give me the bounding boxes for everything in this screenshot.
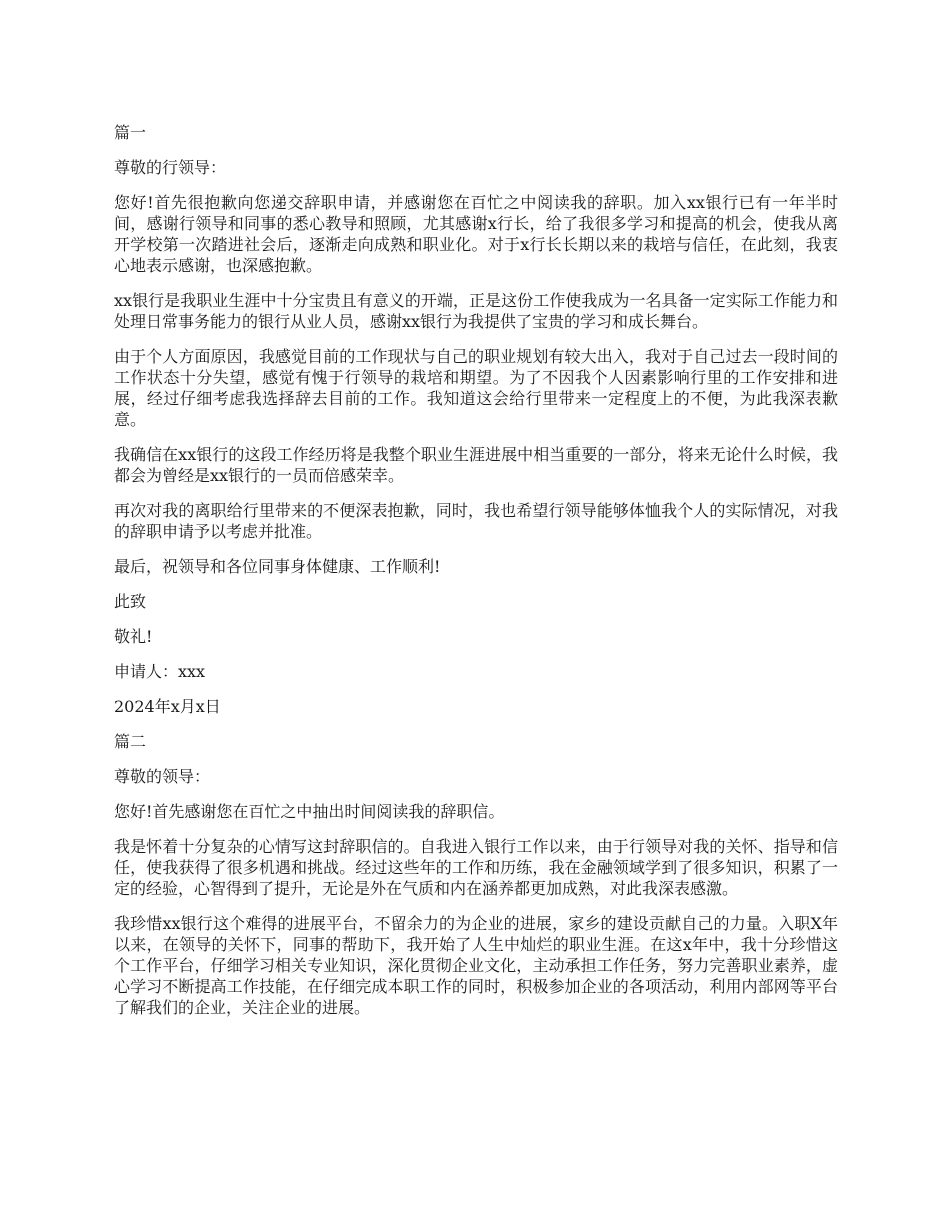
body-paragraph: 由于个人方面原因，我感觉目前的工作现状与自己的职业规划有较大出入，我对于自己过去一段时间的工作状态十分失望，感觉有愧于行领导的栽培和期望。为了不因我个人因素影响行里的工作安排和进展，经过仔细考虑我选择辞去目前的工作。我知道这会给行里带来一定程度上的不便，为此我深表歉意。 [114, 347, 838, 429]
section-heading-1: 篇一 [114, 123, 147, 142]
closing-phrase: 此致 [114, 592, 147, 611]
applicant-signature: 申请人：xxx [114, 662, 206, 681]
body-paragraph: xx银行是我职业生涯中十分宝贵且有意义的开端，正是这份工作使我成为一名具备一定实际工作能力和处理日常事务能力的银行从业人员，感谢xx银行为我提供了宝贵的学习和成长舞台。 [114, 291, 838, 331]
closing-salute: 敬礼! [114, 627, 153, 646]
greeting-paragraph: 您好!首先感谢您在百忙之中抽出时间阅读我的辞职信。 [114, 802, 505, 821]
document-page [114, 122, 838, 1032]
body-paragraph: 我确信在xx银行的这段工作经历将是我整个职业生涯进展中相当重要的一部分，将来无论什么时候，我都会为曾经是xx银行的一员而倍感荣幸。 [114, 445, 838, 485]
letter-date: 2024年x月x日 [114, 697, 221, 716]
body-paragraph: 再次对我的离职给行里带来的不便深表抱歉，同时，我也希望行领导能够体恤我个人的实际情况，对我的辞职申请予以考虑并批准。 [114, 501, 838, 541]
salutation-2: 尊敬的领导： [114, 767, 211, 786]
section-heading-2: 篇二 [114, 732, 147, 751]
closing-wish: 最后，祝领导和各位同事身体健康、工作顺利! [114, 557, 441, 576]
body-paragraph: 我珍惜xx银行这个难得的进展平台，不留余力的为企业的进展，家乡的建设贡献自己的力量。入职X年以来，在领导的关怀下，同事的帮助下，我开始了人生中灿烂的职业生涯。在这x年中，我十分珍惜这个工作平台，仔细学习相关专业知识，深化贯彻企业文化，主动承担工作任务，努力完善职业素养，虚心学习不断提高工作技能，在仔细完成本职工作的同时，积极参加企业的各项活动，利用内部网等平台了解我们的企业，关注企业的进展。 [114, 914, 838, 1017]
body-paragraph: 您好!首先很抱歉向您递交辞职申请，并感谢您在百忙之中阅读我的辞职。加入xx银行已有一年半时间，感谢行领导和同事的悉心教导和照顾，尤其感谢x行长，给了我很多学习和提高的机会，使我从离开学校第一次踏进社会后，逐渐走向成熟和职业化。对于x行长长期以来的栽培与信任，在此刻，我衷心地表示感谢，也深感抱歉。 [114, 193, 838, 275]
salutation-1: 尊敬的行领导： [114, 158, 227, 177]
body-paragraph: 我是怀着十分复杂的心情写这封辞职信的。自我进入银行工作以来，由于行领导对我的关怀、指导和信任，使我获得了很多机遇和挑战。经过这些年的工作和历练，我在金融领域学到了很多知识，积累了一定的经验，心智得到了提升，无论是外在气质和内在涵养都更加成熟，对此我深表感激。 [114, 837, 838, 898]
